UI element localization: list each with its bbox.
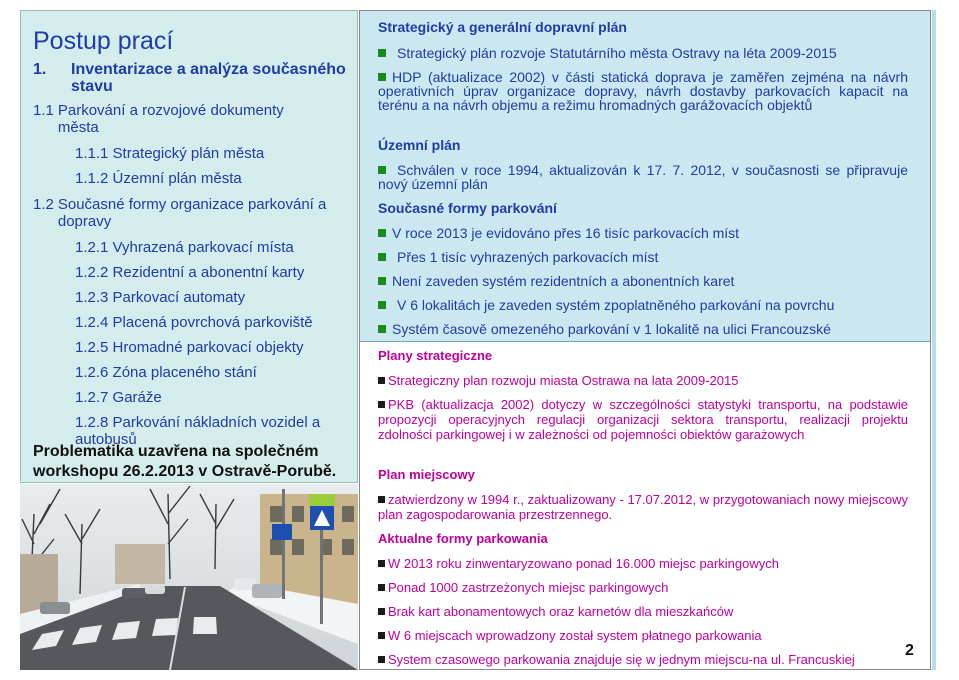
- outline-number: 1.: [33, 61, 47, 78]
- czech-bullet: HDP (aktualizace 2002) v části statická doprava je zaměřen zejména na návrh operativních úprav organizace dopravy, návrh dostavby parkovacích kapacit na terénu a na návrh objemu a režimu hromadných garážovacích objektů: [378, 69, 908, 113]
- outline-item: [33, 102, 355, 136]
- outline-text: Inventarizace a analýza současného stavu: [71, 61, 346, 95]
- outline-number: 1.1: [33, 102, 54, 119]
- outline-number: 1.2: [33, 196, 54, 213]
- czech-bullet: Systém časově omezeného parkování v 1 lokalitě na ulici Francouzské: [378, 322, 908, 336]
- polish-strategic-heading: Plany strategiczne: [378, 348, 493, 363]
- outline-item: 1.2.6 Zóna placeného stání: [75, 364, 257, 381]
- workshop-conclusion: Problematika uzavřena na společném workshopu 26.2.2013 v Ostravě-Porubě.: [33, 443, 337, 480]
- polish-bullet: Ponad 1000 zastrzeżonych miejsc parkingowych: [378, 580, 908, 595]
- polish-local-plan-heading: Plan miejscowy: [378, 467, 475, 482]
- outline-item: 1.2.2 Rezidentní a abonentní karty: [75, 264, 305, 281]
- page-number: 2: [905, 642, 914, 659]
- polish-bullet: Strategiczny plan rozwoju miasta Ostrawa na lata 2009-2015: [378, 373, 908, 388]
- czech-section: [360, 11, 930, 342]
- outline-item: 1.2.8 Parkování nákladních vozidel a autobusů: [75, 414, 321, 448]
- outline-item: 1.1.2 Územní plán města: [75, 170, 242, 187]
- land-use-plan-heading: Územní plán: [378, 137, 461, 153]
- outline-item: 1.1.1 Strategický plán města: [75, 145, 265, 162]
- outline-item: 1.2.7 Garáže: [75, 389, 162, 406]
- polish-parking-heading: Aktualne formy parkowania: [378, 531, 548, 546]
- czech-bullet: V 6 lokalitách je zaveden systém zpoplatněného parkování na povrchu: [378, 298, 908, 312]
- czech-bullet: Není zaveden systém rezidentních a abonentních karet: [378, 274, 908, 288]
- czech-bullet: V roce 2013 je evidováno přes 16 tisíc parkovacích míst: [378, 226, 908, 240]
- page-title: Postup prací: [33, 27, 174, 55]
- outline-item: 1.2.1 Vyhrazená parkovací místa: [75, 239, 294, 256]
- content-panel: [359, 10, 931, 670]
- outline-item: [33, 196, 355, 230]
- outline-text: Parkování a rozvojové dokumenty města: [57, 102, 284, 136]
- czech-bullet: Strategický plán rozvoje Statutárního města Ostravy na léta 2009-2015: [378, 46, 908, 60]
- czech-bullet: Přes 1 tisíc vyhrazených parkovacích míst: [378, 250, 908, 264]
- polish-bullet: W 2013 roku zinwentaryzowano ponad 16.000 miejsc parkingowych: [378, 556, 908, 571]
- outline-list: [33, 61, 355, 448]
- strategic-plan-heading: Strategický a generální dopravní plán: [378, 19, 627, 35]
- polish-bullet: W 6 miejscach wprowadzony został system płatnego parkowania: [378, 628, 908, 643]
- czech-bullet: Schválen v roce 1994, aktualizován k 17. 7. 2012, v současnosti se připravuje nový územní plán: [378, 162, 908, 192]
- edge-decoration: [932, 10, 936, 670]
- polish-bullet: Brak kart abonamentowych oraz karnetów dla mieszkańców: [378, 604, 908, 619]
- street-photo: [20, 484, 358, 670]
- outline-item: [33, 61, 355, 95]
- outline-item: 1.2.3 Parkovací automaty: [75, 289, 246, 306]
- outline-item: 1.2.4 Placená povrchová parkoviště: [75, 314, 313, 331]
- outline-panel: [20, 10, 358, 483]
- street-photo-illustration: [20, 484, 358, 670]
- polish-bullet: System czasowego parkowania znajduje się w jednym miejscu-na ul. Francuskiej: [378, 652, 908, 667]
- polish-section: [360, 343, 930, 670]
- outline-text: Současné formy organizace parkování a dopravy: [57, 196, 327, 230]
- polish-bullet: PKB (aktualizacja 2002) dotyczy w szczególności statystyki transportu, na podstawie propozycji operacyjnych regulacji organizacji sektora transportu, realizacji projektu zdolności parkingowej i w zależności od pojemności obiektów garażowych: [378, 397, 908, 442]
- outline-item: 1.2.5 Hromadné parkovací objekty: [75, 339, 304, 356]
- current-parking-heading: Současné formy parkování: [378, 200, 557, 216]
- polish-bullet: zatwierdzony w 1994 r., zaktualizowany - 17.07.2012, w przygotowaniach nowy miejscowy plan zagospodarowania przestrzennego.: [378, 492, 908, 522]
